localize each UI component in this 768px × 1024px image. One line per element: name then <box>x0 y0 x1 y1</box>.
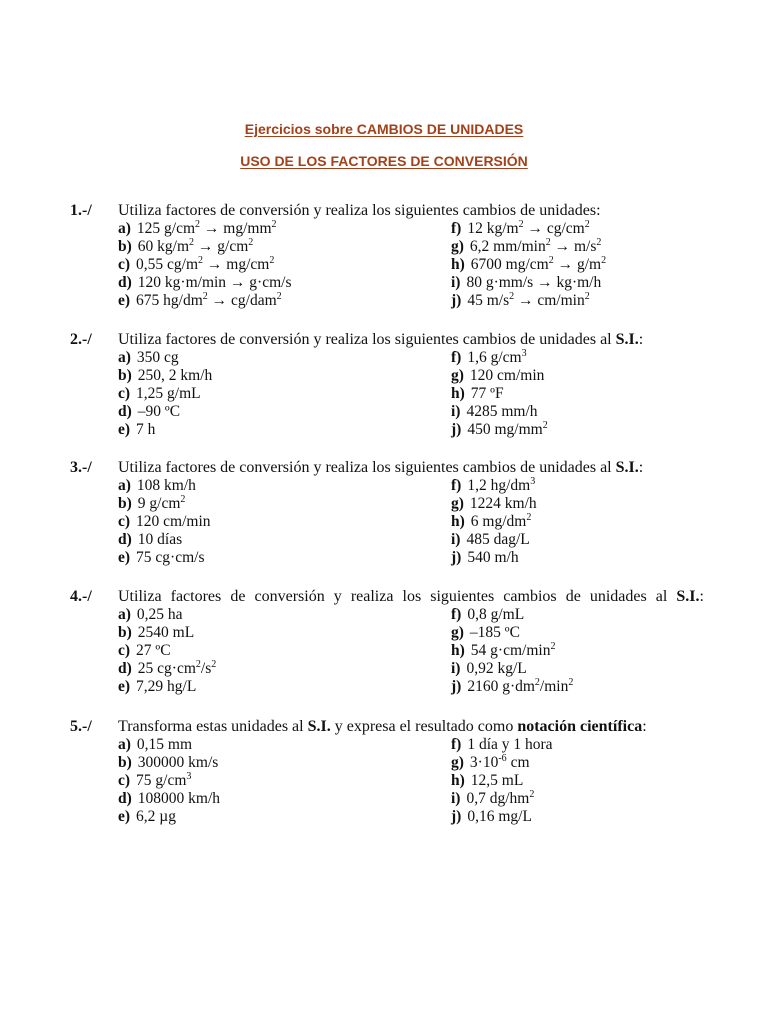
item-label: a) <box>118 736 131 753</box>
item-label: h) <box>451 772 465 789</box>
page-subtitle: USO DE LOS FACTORES DE CONVERSIÓN <box>240 153 528 169</box>
item-text: 2160 $g\cdot dm^2/\min^2$ <box>467 677 574 695</box>
item-text: 1,25 g/mL <box>136 385 201 402</box>
item-text: 250, 2 km/h <box>137 367 213 384</box>
item-text: 120 cm/min <box>469 367 545 384</box>
item-text: 75 $g/cm^3$ <box>136 771 192 789</box>
item-label: j) <box>451 549 462 566</box>
exercise-item <box>118 808 176 826</box>
item-text: 540 m/h <box>467 549 519 566</box>
item-text: 27 ºC <box>136 642 171 659</box>
exercise-item <box>118 642 171 660</box>
item-text: –185 ºC <box>469 624 520 641</box>
exercise-item <box>118 292 282 310</box>
item-text: 10 días <box>137 531 183 548</box>
item-text: 1,2 $hg/dm^3$ <box>467 476 536 494</box>
item-text: 108000 km/h <box>137 790 221 807</box>
item-text: 1 día y 1 hora <box>467 736 553 753</box>
exercise-item <box>118 660 216 678</box>
exercise-item <box>118 421 155 439</box>
exercise-item <box>451 238 601 256</box>
item-label: a) <box>118 349 131 366</box>
item-text: 120 kg·m/min → g·cm/s <box>137 274 292 291</box>
item-label: f) <box>451 606 462 623</box>
exercise-item <box>118 606 183 624</box>
exercise-item <box>118 549 205 567</box>
exercise-item <box>451 367 544 385</box>
exercise-item <box>451 513 531 531</box>
exercise-number: 2.-/ <box>70 331 92 348</box>
item-label: d) <box>118 790 132 807</box>
item-label: b) <box>118 367 132 384</box>
item-text: 1224 km/h <box>469 495 537 512</box>
item-text: 450 $mg/mm^2$ <box>467 420 548 438</box>
item-text: 9 $g/cm^2$ <box>137 494 186 512</box>
item-label: f) <box>451 736 462 753</box>
exercise-item <box>451 808 532 826</box>
item-text: 80 g·mm/s → kg·m/h <box>466 274 602 291</box>
item-label: e) <box>118 678 131 695</box>
exercise-item <box>118 274 292 292</box>
exercise-item <box>451 403 538 421</box>
exercise-instruction: Utiliza factores de conversión y realiza los siguientes cambios de unidades al S.I.: <box>118 588 704 605</box>
exercise-item <box>118 736 192 754</box>
item-label: i) <box>451 660 461 677</box>
item-label: a) <box>118 477 131 494</box>
exercise-item <box>451 678 573 696</box>
item-text: 0,8 g/mL <box>467 606 525 623</box>
item-label: i) <box>451 790 461 807</box>
exercise-item <box>451 349 527 367</box>
exercise-item <box>118 220 277 238</box>
exercise-item <box>451 220 590 238</box>
item-text: 108 km/h <box>136 477 196 494</box>
item-text: 6700 $mg/cm^2 \to g/m^2$ <box>470 255 607 273</box>
item-label: d) <box>118 660 132 677</box>
item-label: f) <box>451 349 462 366</box>
item-label: i) <box>451 403 461 420</box>
item-label: e) <box>118 808 131 825</box>
item-label: c) <box>118 642 131 659</box>
item-text: 0,25 ha <box>136 606 183 623</box>
item-label: a) <box>118 220 131 237</box>
item-text: 675 $hg/dm^2 \to cg/dam^2$ <box>136 291 282 309</box>
exercise-number: 4.-/ <box>70 588 92 605</box>
item-label: d) <box>118 274 132 291</box>
item-label: g) <box>451 367 464 384</box>
exercise-item <box>118 385 201 403</box>
exercise-item <box>451 790 534 808</box>
exercise-item <box>118 513 211 531</box>
item-label: b) <box>118 754 132 771</box>
item-label: h) <box>451 256 465 273</box>
item-label: h) <box>451 642 465 659</box>
item-label: c) <box>118 513 131 530</box>
item-text: 4285 mm/h <box>466 403 538 420</box>
item-text: 45 $m/s^2 \to cm/\min^2$ <box>467 291 590 309</box>
exercise-item <box>451 772 523 790</box>
exercise-instruction: Utiliza factores de conversión y realiza los siguientes cambios de unidades al S.I.: <box>118 459 644 476</box>
exercise-item <box>118 772 191 790</box>
item-label: b) <box>118 238 132 255</box>
item-label: c) <box>118 256 131 273</box>
item-label: d) <box>118 531 132 548</box>
exercise-item <box>451 421 548 439</box>
item-text: 25 $cg\cdot cm^2/s^2$ <box>137 659 217 677</box>
item-text: 2540 mL <box>137 624 195 641</box>
exercise-item <box>118 754 218 772</box>
item-label: e) <box>118 549 131 566</box>
item-text: 0,16 mg/L <box>467 808 532 825</box>
exercise-item <box>451 642 555 660</box>
item-label: g) <box>451 238 464 255</box>
item-text: 125 $g/cm^2 \to mg/mm^2$ <box>136 219 277 237</box>
exercise-item <box>451 256 606 274</box>
exercise-item <box>118 403 180 421</box>
item-label: e) <box>118 292 131 309</box>
exercise-item <box>451 292 590 310</box>
page-title: Ejercicios sobre CAMBIOS DE UNIDADES <box>244 121 524 137</box>
item-label: f) <box>451 477 462 494</box>
exercise-item <box>451 624 520 642</box>
exercise-item <box>451 736 553 754</box>
item-label: e) <box>118 421 131 438</box>
item-label: d) <box>118 403 132 420</box>
exercise-item <box>451 495 537 513</box>
exercise-instruction: Utiliza factores de conversión y realiza los siguientes cambios de unidades: <box>118 202 601 219</box>
exercise-item <box>118 477 196 495</box>
item-label: f) <box>451 220 462 237</box>
exercise-item <box>118 349 179 367</box>
exercise-instruction: Utiliza factores de conversión y realiza los siguientes cambios de unidades al S.I.: <box>118 331 644 348</box>
item-text: –90 ºC <box>137 403 181 420</box>
item-label: i) <box>451 531 461 548</box>
item-label: h) <box>451 513 465 530</box>
item-text: 350 cg <box>136 349 179 366</box>
item-text: 54 $g\cdot cm/\min^2$ <box>470 641 556 659</box>
item-text: 1,6 $g/cm^3$ <box>467 348 527 366</box>
exercise-number: 3.-/ <box>70 459 92 476</box>
item-text: 0,7 $dg/hm^2$ <box>466 789 535 807</box>
item-label: h) <box>451 385 465 402</box>
item-label: g) <box>451 754 464 771</box>
item-text: 0,92 kg/L <box>466 660 527 677</box>
exercise-item <box>118 624 194 642</box>
item-text: 6,2 µg <box>136 808 176 825</box>
item-label: j) <box>451 292 462 309</box>
item-label: b) <box>118 624 132 641</box>
item-text: 300000 km/s <box>137 754 219 771</box>
exercise-instruction: Transforma estas unidades al S.I. y expresa el resultado como notación científica: <box>118 718 647 735</box>
item-label: c) <box>118 385 131 402</box>
item-label: j) <box>451 421 462 438</box>
item-label: c) <box>118 772 131 789</box>
exercise-item <box>451 606 524 624</box>
exercise-item <box>118 790 220 808</box>
item-text: 0,55 $cg/m^2 \to mg/cm^2$ <box>136 255 275 273</box>
item-label: j) <box>451 678 462 695</box>
item-label: i) <box>451 274 461 291</box>
exercise-item <box>118 495 185 513</box>
item-text: 12,5 mL <box>470 772 524 789</box>
item-text: 12 $kg/m^2 \to cg/cm^2$ <box>467 219 590 237</box>
exercise-item <box>118 256 274 274</box>
exercise-item <box>451 274 601 292</box>
exercise-item <box>451 385 504 403</box>
exercise-item <box>451 754 530 772</box>
item-text: 6 $mg/dm^2$ <box>470 512 532 530</box>
item-text: 7 h <box>136 421 156 438</box>
exercise-number: 5.-/ <box>70 718 92 735</box>
item-label: b) <box>118 495 132 512</box>
item-text: 120 cm/min <box>136 513 211 530</box>
item-text: 60 $kg/m^2 \to g/cm^2$ <box>137 237 254 255</box>
exercise-item <box>118 678 196 696</box>
item-text: 6,2 $mm/\min^2 \to m/s^2$ <box>469 237 602 255</box>
item-label: g) <box>451 495 464 512</box>
exercise-item <box>451 660 527 678</box>
exercise-item <box>118 531 182 549</box>
exercise-item <box>118 238 253 256</box>
item-label: j) <box>451 808 462 825</box>
exercise-item <box>451 549 519 567</box>
item-text: $3\cdot 10^{-6}$ cm <box>469 753 530 771</box>
exercise-item <box>118 367 212 385</box>
item-text: 0,15 mm <box>136 736 193 753</box>
exercise-number: 1.-/ <box>70 202 92 219</box>
item-text: 75 cg·cm/s <box>136 549 205 566</box>
item-label: g) <box>451 624 464 641</box>
item-text: 7,29 hg/L <box>136 678 197 695</box>
exercise-item <box>451 477 535 495</box>
item-text: 485 dag/L <box>466 531 530 548</box>
item-text: 77 ºF <box>470 385 504 402</box>
exercise-item <box>451 531 530 549</box>
item-label: a) <box>118 606 131 623</box>
